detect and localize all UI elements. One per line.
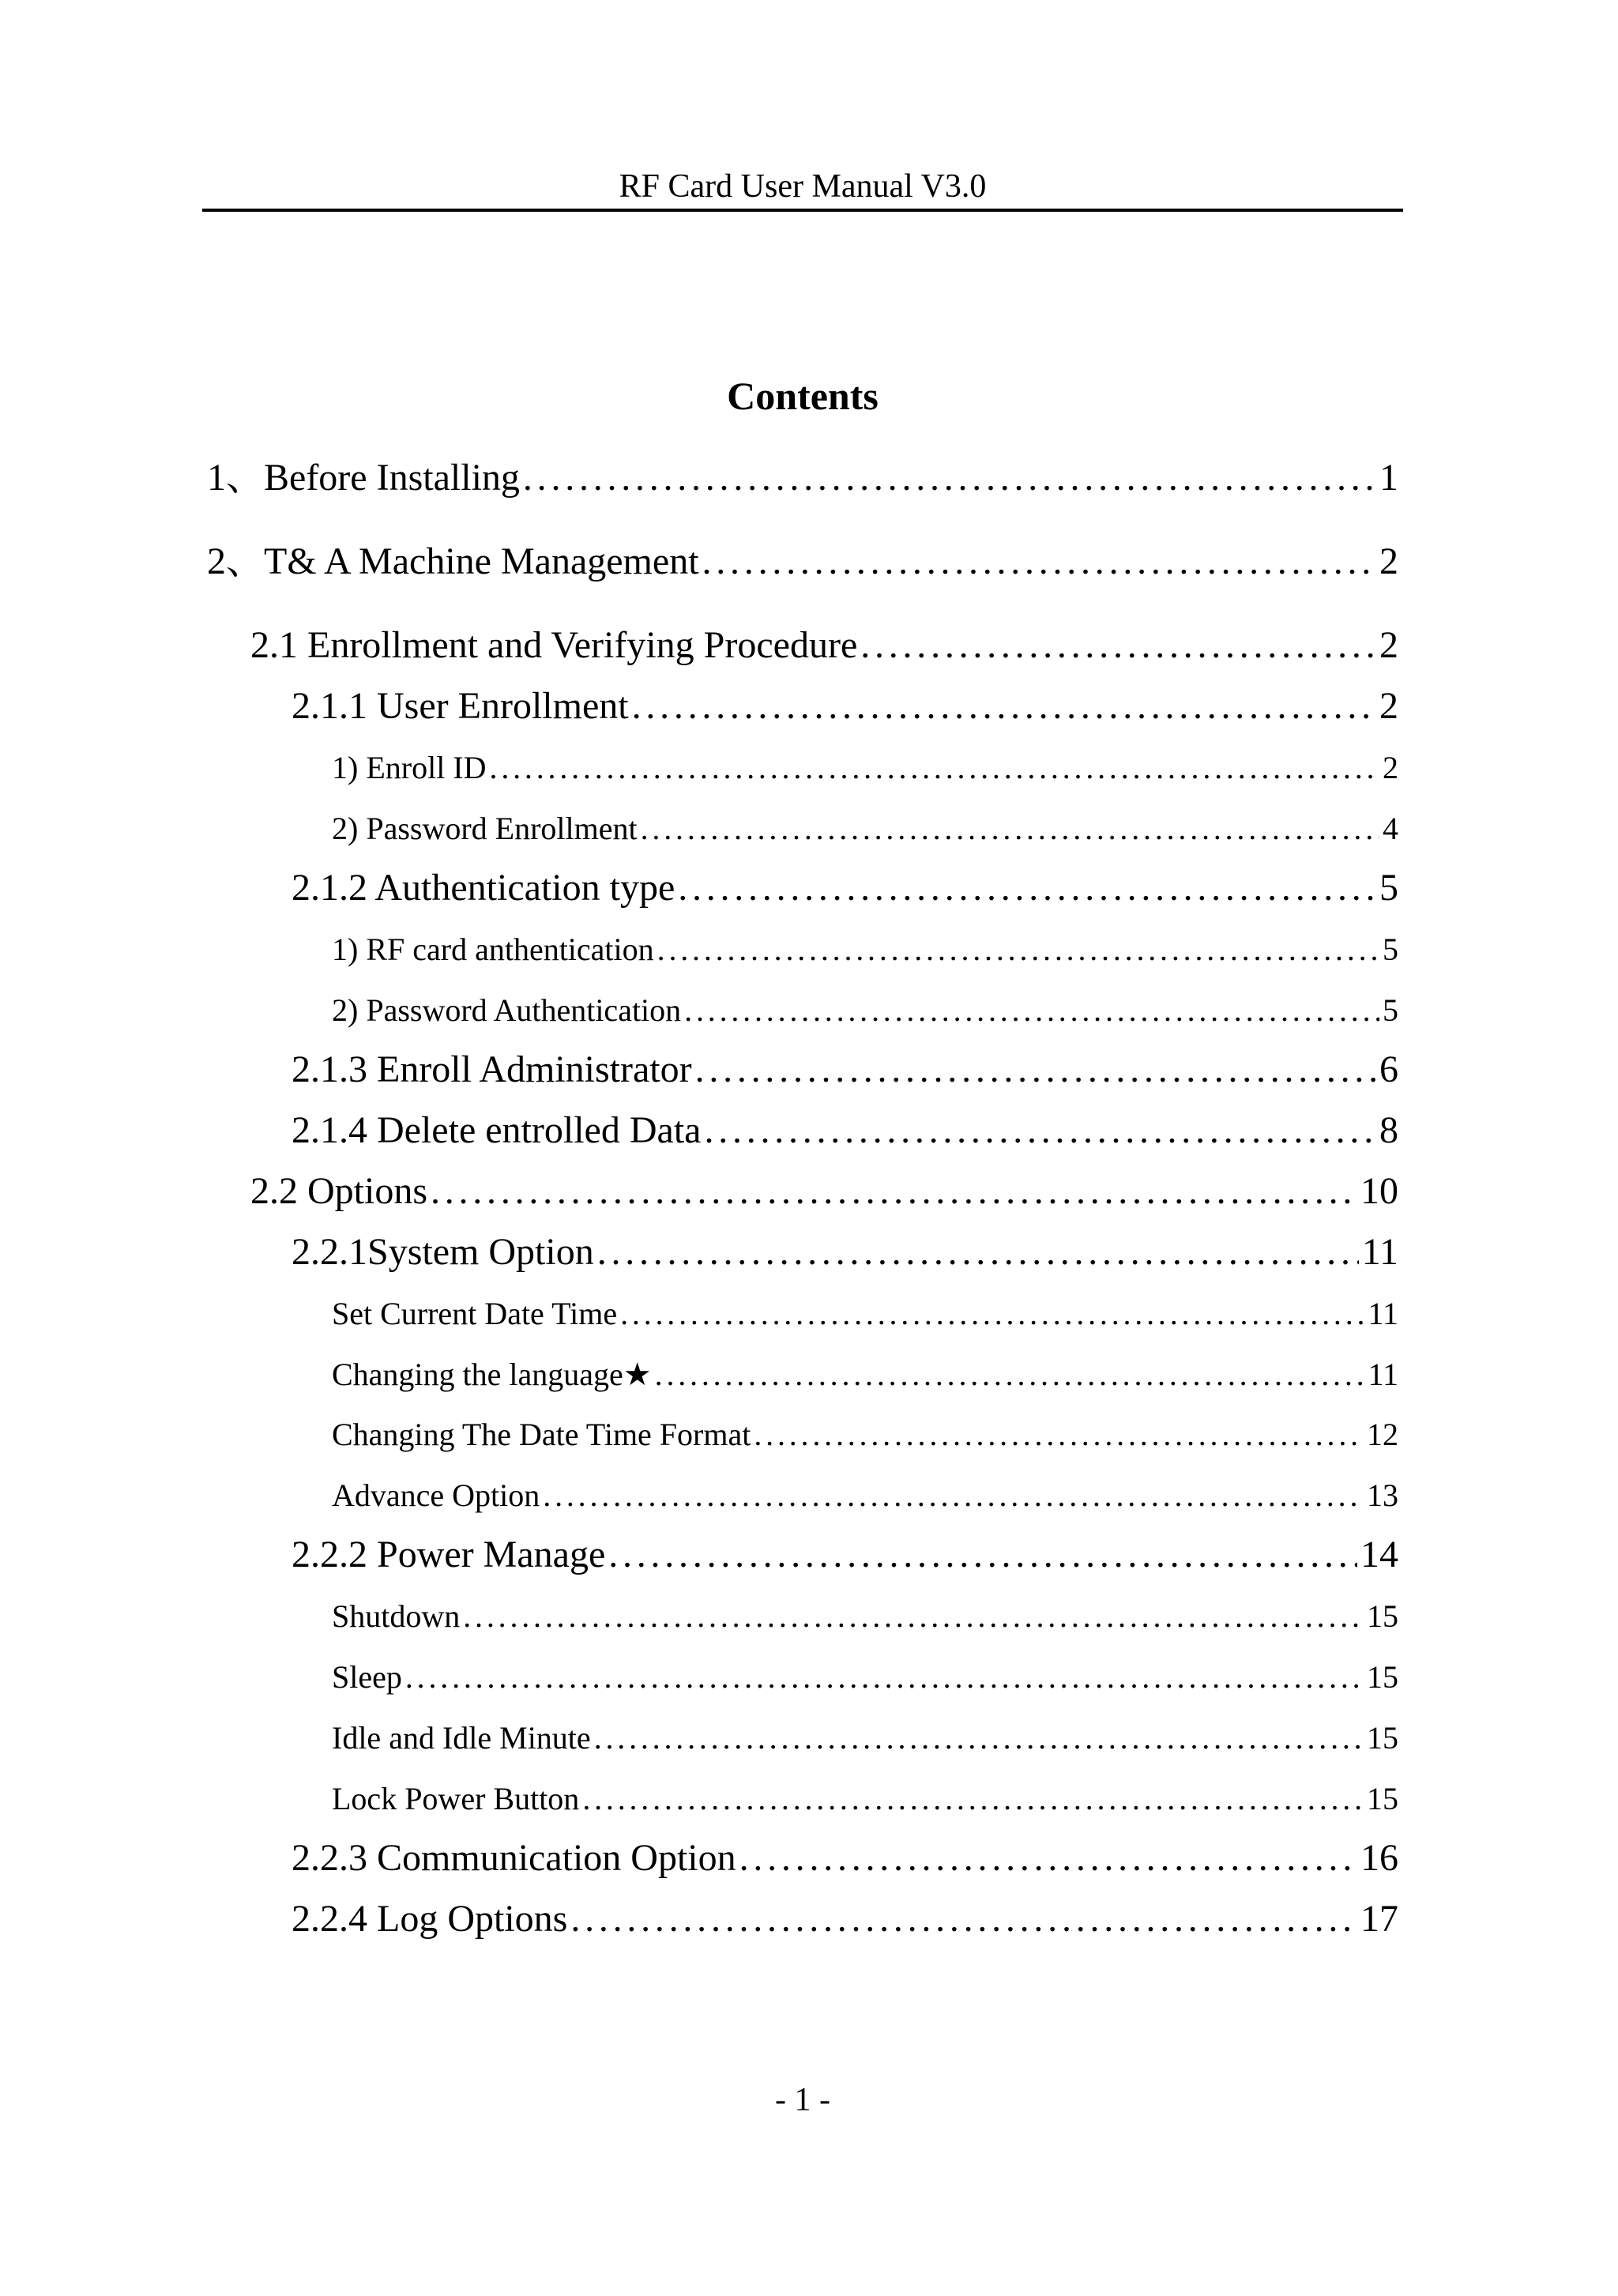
toc-entry-title: 1、Before Installing [207, 457, 520, 499]
toc-page-number: 17 [1360, 1898, 1398, 1940]
toc-page-number: 15 [1367, 1598, 1398, 1634]
toc-dot-leader [860, 623, 1376, 668]
toc-page-number: 2 [1379, 540, 1398, 582]
toc-dot-leader [463, 1598, 1364, 1635]
toc-entry-date-time-format[interactable] [332, 1416, 1398, 1454]
toc-entry-authentication-type[interactable] [292, 865, 1398, 911]
toc-entry-title: Advance Option [332, 1477, 540, 1513]
toc-page-number: 14 [1360, 1534, 1398, 1575]
toc-dot-leader [702, 539, 1376, 585]
toc-dot-leader [543, 1477, 1364, 1515]
toc-entry-shutdown[interactable] [332, 1598, 1398, 1635]
toc-entry-changing-language[interactable] [332, 1356, 1398, 1394]
toc-entry-user-enrollment[interactable] [292, 683, 1398, 729]
toc-entry-log-options[interactable] [292, 1896, 1398, 1942]
toc-dot-leader [608, 1532, 1357, 1578]
toc-entry-power-manage[interactable] [292, 1532, 1398, 1578]
toc-dot-leader [582, 1780, 1364, 1818]
toc-page-number: 12 [1367, 1417, 1398, 1452]
toc-entry-title: 2.2.3 Communication Option [292, 1837, 736, 1879]
toc-entry-title: Shutdown [332, 1598, 461, 1634]
toc-entry-options[interactable] [250, 1169, 1398, 1214]
toc-entry-rf-card-authentication[interactable] [332, 931, 1398, 969]
toc-entry-title: 2.1.4 Delete entrolled Data [292, 1109, 702, 1151]
toc-entry-title: Changing The Date Time Format [332, 1417, 751, 1452]
toc-entry-title: 2.2.4 Log Options [292, 1898, 568, 1940]
toc-page-number: 13 [1367, 1477, 1398, 1513]
toc-page-number: 5 [1383, 932, 1398, 967]
toc-entry-set-current-date-time[interactable] [332, 1295, 1398, 1333]
page-title: Contents [727, 374, 879, 418]
toc-page-number: 15 [1367, 1659, 1398, 1695]
toc-entry-title: 2.1.2 Authentication type [292, 867, 675, 909]
toc-entry-title: 2.2 Options [250, 1170, 428, 1212]
toc-page-number: 5 [1383, 992, 1398, 1028]
toc-entry-title: 2.1.3 Enroll Administrator [292, 1048, 692, 1090]
toc-dot-leader [754, 1416, 1364, 1454]
toc-page-number: 5 [1379, 867, 1398, 909]
toc-entry-enroll-administrator[interactable] [292, 1047, 1398, 1093]
toc-dot-leader [739, 1835, 1357, 1881]
toc-page-number: 1 [1379, 457, 1398, 499]
toc-entry-title: 2.1.1 User Enrollment [292, 685, 629, 727]
toc-page-number: 11 [1368, 1357, 1398, 1392]
toc-page-number: 6 [1379, 1048, 1398, 1090]
toc-dot-leader [594, 1719, 1364, 1757]
toc-page-number: 15 [1367, 1720, 1398, 1756]
toc-entry-title: Lock Power Button [332, 1781, 580, 1816]
toc-dot-leader [632, 683, 1376, 729]
toc-page-number: 8 [1379, 1109, 1398, 1151]
toc-entry-title: 2) Password Authentication [332, 992, 682, 1028]
toc-entry-title: 2.2.2 Power Manage [292, 1534, 606, 1575]
toc-page-number: 16 [1360, 1837, 1398, 1879]
toc-entry-title: 2.2.1System Option [292, 1231, 594, 1273]
toc-entry-machine-management[interactable] [207, 539, 1398, 585]
toc-page-number: 10 [1360, 1170, 1398, 1212]
toc-dot-leader [523, 455, 1376, 501]
toc-dot-leader [490, 749, 1379, 787]
toc-dot-leader [597, 1229, 1359, 1275]
toc-entry-password-enrollment[interactable] [332, 810, 1398, 848]
page-footer: - 1 - [775, 2082, 830, 2118]
toc-page-number: 11 [1368, 1296, 1398, 1331]
toc-dot-leader [641, 810, 1379, 848]
toc-entry-advance-option[interactable] [332, 1477, 1398, 1515]
toc-entry-system-option[interactable] [292, 1229, 1398, 1275]
toc-entry-delete-enrolled-data[interactable] [292, 1108, 1398, 1154]
toc-dot-leader [431, 1169, 1357, 1214]
toc-dot-leader [695, 1047, 1376, 1093]
toc-page-number: 2 [1379, 624, 1398, 666]
toc-dot-leader [704, 1108, 1376, 1154]
toc-page-number: 2 [1379, 685, 1398, 727]
toc-entry-communication-option[interactable] [292, 1835, 1398, 1881]
toc-dot-leader [405, 1658, 1364, 1696]
toc-dot-leader [570, 1896, 1357, 1942]
toc-entry-title: Set Current Date Time [332, 1296, 618, 1331]
toc-entry-password-authentication[interactable] [332, 992, 1398, 1029]
toc-entry-lock-power-button[interactable] [332, 1780, 1398, 1818]
toc-dot-leader [684, 992, 1379, 1029]
toc-entry-enrollment-procedure[interactable] [250, 623, 1398, 668]
toc-dot-leader [655, 1356, 1365, 1394]
toc-entry-title: Sleep [332, 1659, 402, 1695]
toc-page-number: 15 [1367, 1781, 1398, 1816]
toc-entry-sleep[interactable] [332, 1658, 1398, 1696]
toc-entry-title: Idle and Idle Minute [332, 1720, 591, 1756]
toc-page-number: 2 [1383, 750, 1398, 785]
toc-entry-enroll-id[interactable] [332, 749, 1398, 787]
toc-entry-title: 2、T& A Machine Management [207, 540, 699, 582]
toc-entry-title: Changing the language★ [332, 1357, 652, 1392]
toc-entry-title: 1) Enroll ID [332, 750, 487, 785]
toc-page-number: 4 [1383, 811, 1398, 846]
toc-page-number: 11 [1361, 1231, 1398, 1273]
toc-entry-idle-minute[interactable] [332, 1719, 1398, 1757]
toc-dot-leader [620, 1295, 1364, 1333]
running-header: RF Card User Manual V3.0 [619, 168, 987, 205]
toc-dot-leader [678, 865, 1376, 911]
toc-dot-leader [657, 931, 1379, 969]
toc-entry-title: 1) RF card anthentication [332, 932, 654, 967]
toc-entry-title: 2.1 Enrollment and Verifying Procedure [250, 624, 858, 666]
toc-entry-title: 2) Password Enrollment [332, 811, 638, 846]
toc-entry-before-installing[interactable] [207, 455, 1398, 501]
